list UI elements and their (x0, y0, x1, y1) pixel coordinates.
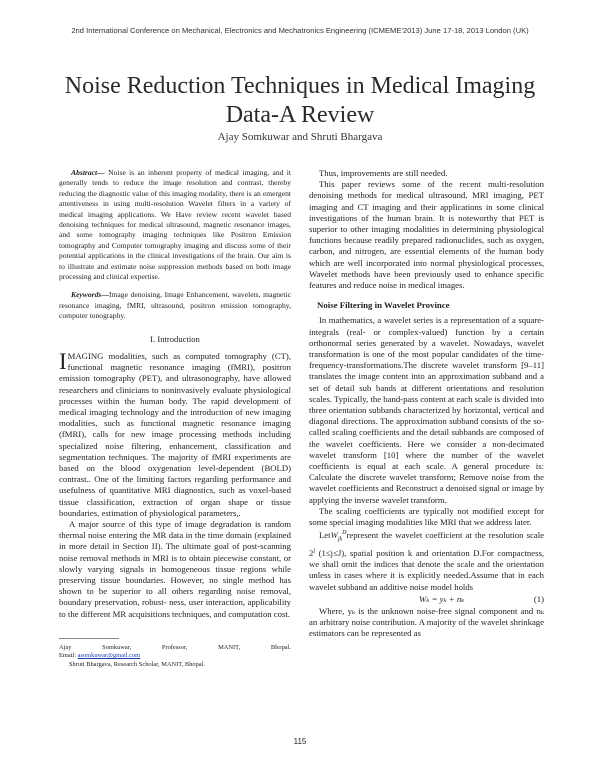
page-number: 115 (293, 737, 307, 746)
right-paragraph-3: The scaling coefficients are typically not modified except for some special imaging modalities like MRI that we address later. (309, 505, 544, 528)
authors: Ajay Somkuwar and Shruti Bhargava (217, 131, 383, 143)
intro-paragraph-2: A major source of this type of image degradation is random thermal noise entering the MR data in the time domain (explained in more detail in Section II). The ultimate goal of post-scanning noise removal methods in MRI is to obtain piecewise constant, or slowly varying signals in homogeneous tissue regions while preserving tissue boundaries. However, no single method has shown to be superior to all others regarding noise removal, boundary preservation, robust- ness, user interaction, applicability to the different MR acquisitions techniques, and computation cost. (59, 518, 291, 619)
author-footnote (59, 644, 291, 669)
keywords (59, 290, 291, 321)
keywords-text: Image denoising, Image Enhancement, wavelets, magnetic resonance imaging, fMRI, ultrasound, positron emission tomography, computer tonography. (59, 290, 291, 321)
abstract-text: Noise is an inherent property of medical imaging, and it generally tends to reduce the image resolution and contrast, thereby reducing the diagnostic value of this imaging modality, there is an emergent attentiveness in using multi-resolution Wavelet filters in a variety of medical imaging applications. We Have review recent wavelet based denoising techniques for medical ultrasound, magnetic resonance images, and some tomography imaging techniques like Positron Emission tomography and Computer tomography imaging and discuss some of their potential applications in the clinical investigations of the brain. Our aim is to illustrate and estimate noise suppression methods based on both image processing and clinical expertise. (59, 168, 291, 282)
subsection-heading: Noise Filtering in Wavelet Province (317, 300, 450, 311)
footnote-author-2: Shruti Bhargava, Research Scholar, MANIT, Bhopal. (69, 660, 205, 668)
drop-cap: I (59, 348, 67, 374)
intro-paragraph-1: IMAGING modalities, such as computed tomography (CT), functional magnetic resonance imaging (fMRI), positron emission tomography (PET), and ultrasonography, have allowed researchers and clinicians to noninvasively evaluate physiological processes within the human body. The rapid development of medical imaging technology and the introduction of new imaging modalities, such as functional magnetic resonance imaging (fMRI), calls for new image processing methods including specialized noise filtering, enhancement, classification and segmentation techniques. The majority of fMRI experiments are based on the blood oxygenation level-dependent (BOLD) contrast.. One of the limiting factors regarding performance and usefulness of quantitative MRI diagnostics, such as voxel-based tissue classification, extraction of organ shape or tissue boundaries, estimation of physiological parameters,. (59, 348, 291, 518)
right-paragraph-0: Thus, improvements are still needed. (319, 168, 448, 178)
right-paragraph-1: This paper reviews some of the recent multi-resolution denoising methods for medical ultrasound, MRI imaging, PET imaging and CT imaging and their applications in some clinical investigations of the human brain. It is noteworthy that PET is superior to other imaging modalities in determining physiological functions because readily prepared radionuclides, such as oxygen, carbon, and nitrogen, are essential elements of the human body which are well incorporated into normal physiological processes, Wavelet methods have been previously used to enhance specific features and reduce noise in medical images. (309, 179, 544, 291)
abstract (59, 168, 291, 282)
right-paragraph-4: LetW$_{jk}^D$represent the wavelet coefficient at the resolution scale 2$^j$ (1≤j≤J), spatial position k and orientation D.For compactness, we shall omit the indices that denote the scale and the orientation unless in cases where it is explicitly needed.Assume that in each wavelet subband an additive noise model holds (309, 530, 545, 592)
left-column (59, 168, 291, 620)
footnote-email: Email: asomkuwar@gmail.com (59, 652, 141, 660)
email-link[interactable]: asomkuwar@gmail.com (77, 652, 141, 660)
equation-number: (1) (533, 593, 544, 604)
footnote-rule (59, 638, 119, 639)
right-paragraph-5: Where, yₖ is the unknown noise-free signal component and nₖ an arbitrary noise contribution. A majority of the wavelet shrinkage estimators can be represented as (309, 606, 544, 639)
wavelet-coefficient-symbol: $W_{jk}^D$ (330, 530, 347, 543)
abstract-label: Abstract— (71, 168, 105, 177)
equation-body: Wₖ = yₖ + nₖ (419, 593, 465, 604)
section-heading-introduction: I. Introduction (150, 333, 200, 344)
right-column (309, 168, 544, 640)
equation-1 (309, 594, 544, 605)
conference-header: 2nd International Conference on Mechanical, Electronics and Mechatronics Engineering (ICMEME'2013) June 17-18, 2013 London (UK) (71, 26, 529, 35)
footnote-author-1: Ajay Somkuwar, Professor, MANIT, Bhopal. (59, 644, 291, 651)
paper-title: Noise Reduction Techniques in Medical Imaging Data-A Review (64, 73, 536, 128)
keywords-label: Keywords— (71, 290, 109, 300)
right-paragraph-2: In mathematics, a wavelet series is a representation of a square-integrals (real- or complex-valued) function by a certain orthonormal series generated by a wavelet. Nowadays, wavelet transformation is one of the most popular candidates of the time-frequency-transformations.The discrete wavelet transform [9–11] translates the image content into an approximation subband and a set of detail sub bands at different orientations and resolution scales. Typically, the band-pass content at each scale is divided into three orientation subbands characterized by horizontal, vertical and diagonal directions. The approximation subband consists of the so-called scaling coefficients and the detail subbands are composed of the wavelet coefficients. Here we consider a non-decimated wavelet transform [10] where the number of the wavelet coefficients is equal at each scale. A general procedure is: Calculate the discrete wavelet transform; Remove noise from the wavelet coefficients and Reconstruct a denoised signal or image by applying the inverse wavelet transform. (309, 315, 544, 505)
